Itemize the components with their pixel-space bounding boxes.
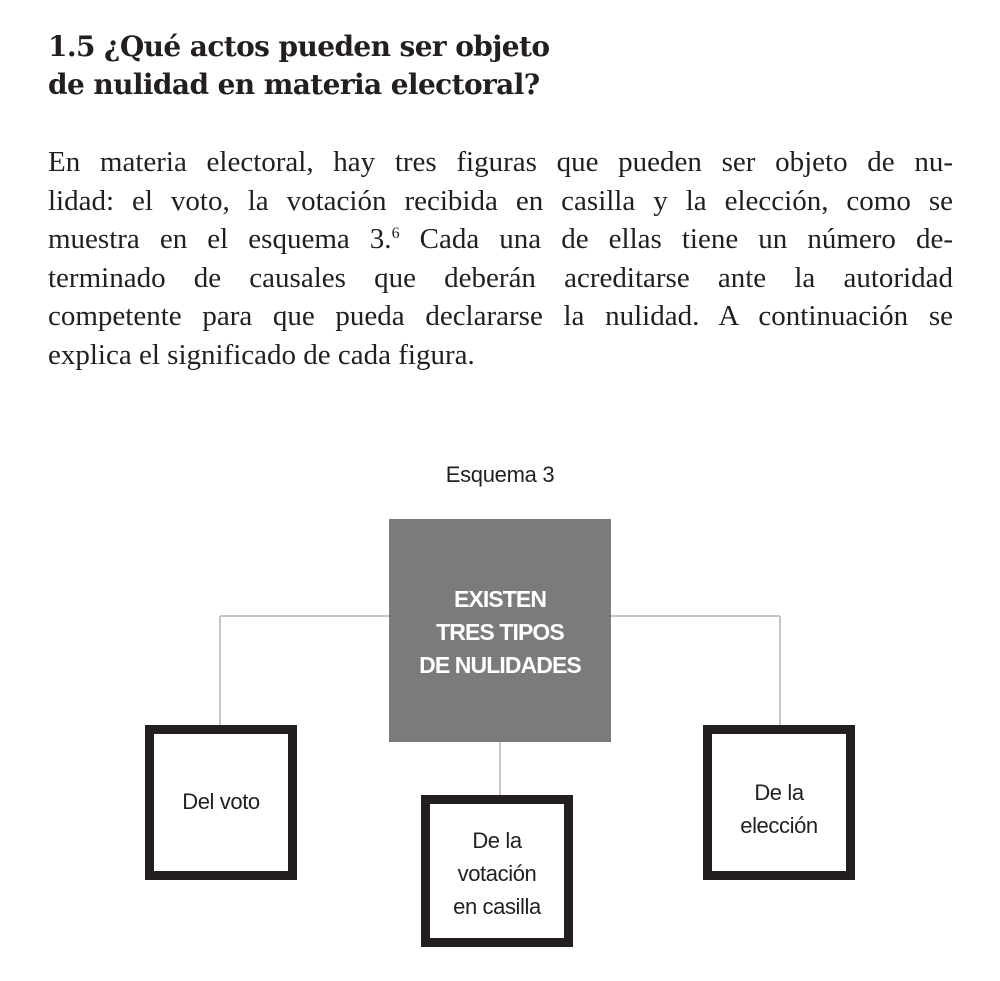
central-node-line-2: TRES TIPOS <box>436 619 564 645</box>
heading-line-2: de nulidad en materia electoral? <box>48 68 540 101</box>
central-node-line-1: EXISTEN <box>453 586 547 612</box>
paragraph-line-3-end: Cada una de ellas tiene un número de- <box>419 223 953 255</box>
node-votacion-casilla <box>421 795 573 947</box>
paragraph-line-6: explica el significado de cada figura. <box>48 338 475 371</box>
paragraph-line-4: terminado de causales que deberán acreditarse ante la autoridad <box>48 261 953 294</box>
central-node <box>389 519 611 742</box>
node-del-voto-text <box>182 785 260 818</box>
diagram-caption: Esquema 3 <box>445 462 555 487</box>
node-eleccion-line-2: elección <box>740 813 818 838</box>
paragraph-line-3-start: muestra en el esquema 3. <box>48 223 392 255</box>
footnote-marker[interactable]: 6 <box>391 225 400 242</box>
node-eleccion-line-1: De la <box>754 780 804 805</box>
node-eleccion <box>703 725 855 880</box>
central-node-line-3: DE NULIDADES <box>419 652 581 678</box>
node-eleccion-text <box>740 776 818 842</box>
node-votacion-casilla-line-2: votación <box>457 860 537 886</box>
paragraph-line-2: lidad: el voto, la votación recibida en casilla y la elección, como se <box>48 184 953 217</box>
node-del-voto <box>145 725 297 880</box>
node-del-voto-line-1: Del voto <box>182 789 260 814</box>
paragraph-line-1: En materia electoral, hay tres figuras que pueden ser objeto de nu- <box>48 146 953 178</box>
node-votacion-casilla-line-3: en casilla <box>453 893 541 919</box>
central-node-text <box>419 583 581 682</box>
paragraph-line-5: competente para que pueda declararse la nulidad. A continuación se <box>48 300 953 332</box>
node-votacion-casilla-line-1: De la <box>472 827 522 853</box>
heading-line-1: 1.5 ¿Qué actos pueden ser objeto <box>48 30 550 63</box>
node-votacion-casilla-text <box>453 824 541 923</box>
